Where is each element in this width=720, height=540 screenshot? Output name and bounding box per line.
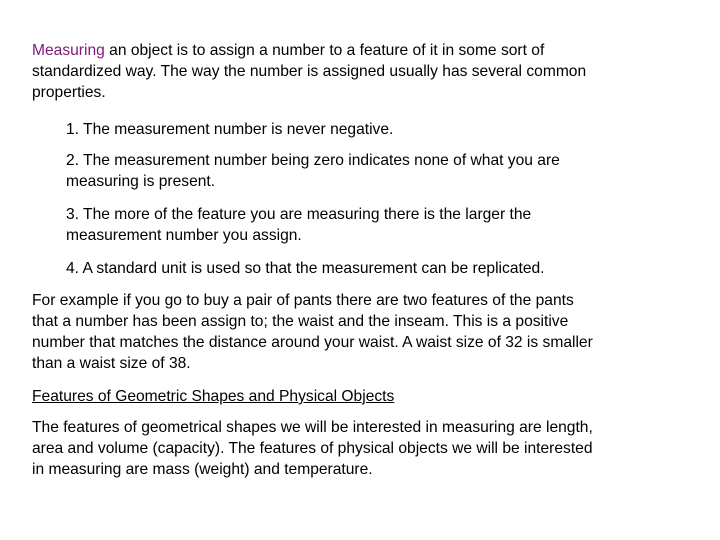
intro-text: an object is to assign a number to a feature of it in some sort of standardized way. The way the number is assigned usually has several common properties. <box>32 42 587 101</box>
section-heading-link[interactable]: Features of Geometric Shapes and Physical Objects <box>32 388 395 405</box>
section-body-paragraph: The features of geometrical shapes we will be interested in measuring are length, area and volume (capacity). The features of physical objects we will be interested in measuring are mass (weight) and temperature. <box>32 419 593 478</box>
example-paragraph: For example if you go to buy a pair of pants there are two features of the pants that a number has been assign to; the waist and the inseam. This is a positive number that matches the distance around your waist. A waist size of 32 is smaller than a waist size of 38. <box>32 292 593 372</box>
property-item-2: 2. The measurement number being zero indicates none of what you are measuring is present. <box>66 152 560 190</box>
keyword-measuring: Measuring <box>32 42 105 59</box>
property-item-3: 3. The more of the feature you are measuring there is the larger the measurement number you assign. <box>66 206 532 244</box>
property-item-1: 1. The measurement number is never negative. <box>66 121 394 138</box>
intro-paragraph <box>32 40 586 103</box>
property-item-4: 4. A standard unit is used so that the measurement can be replicated. <box>66 260 545 277</box>
